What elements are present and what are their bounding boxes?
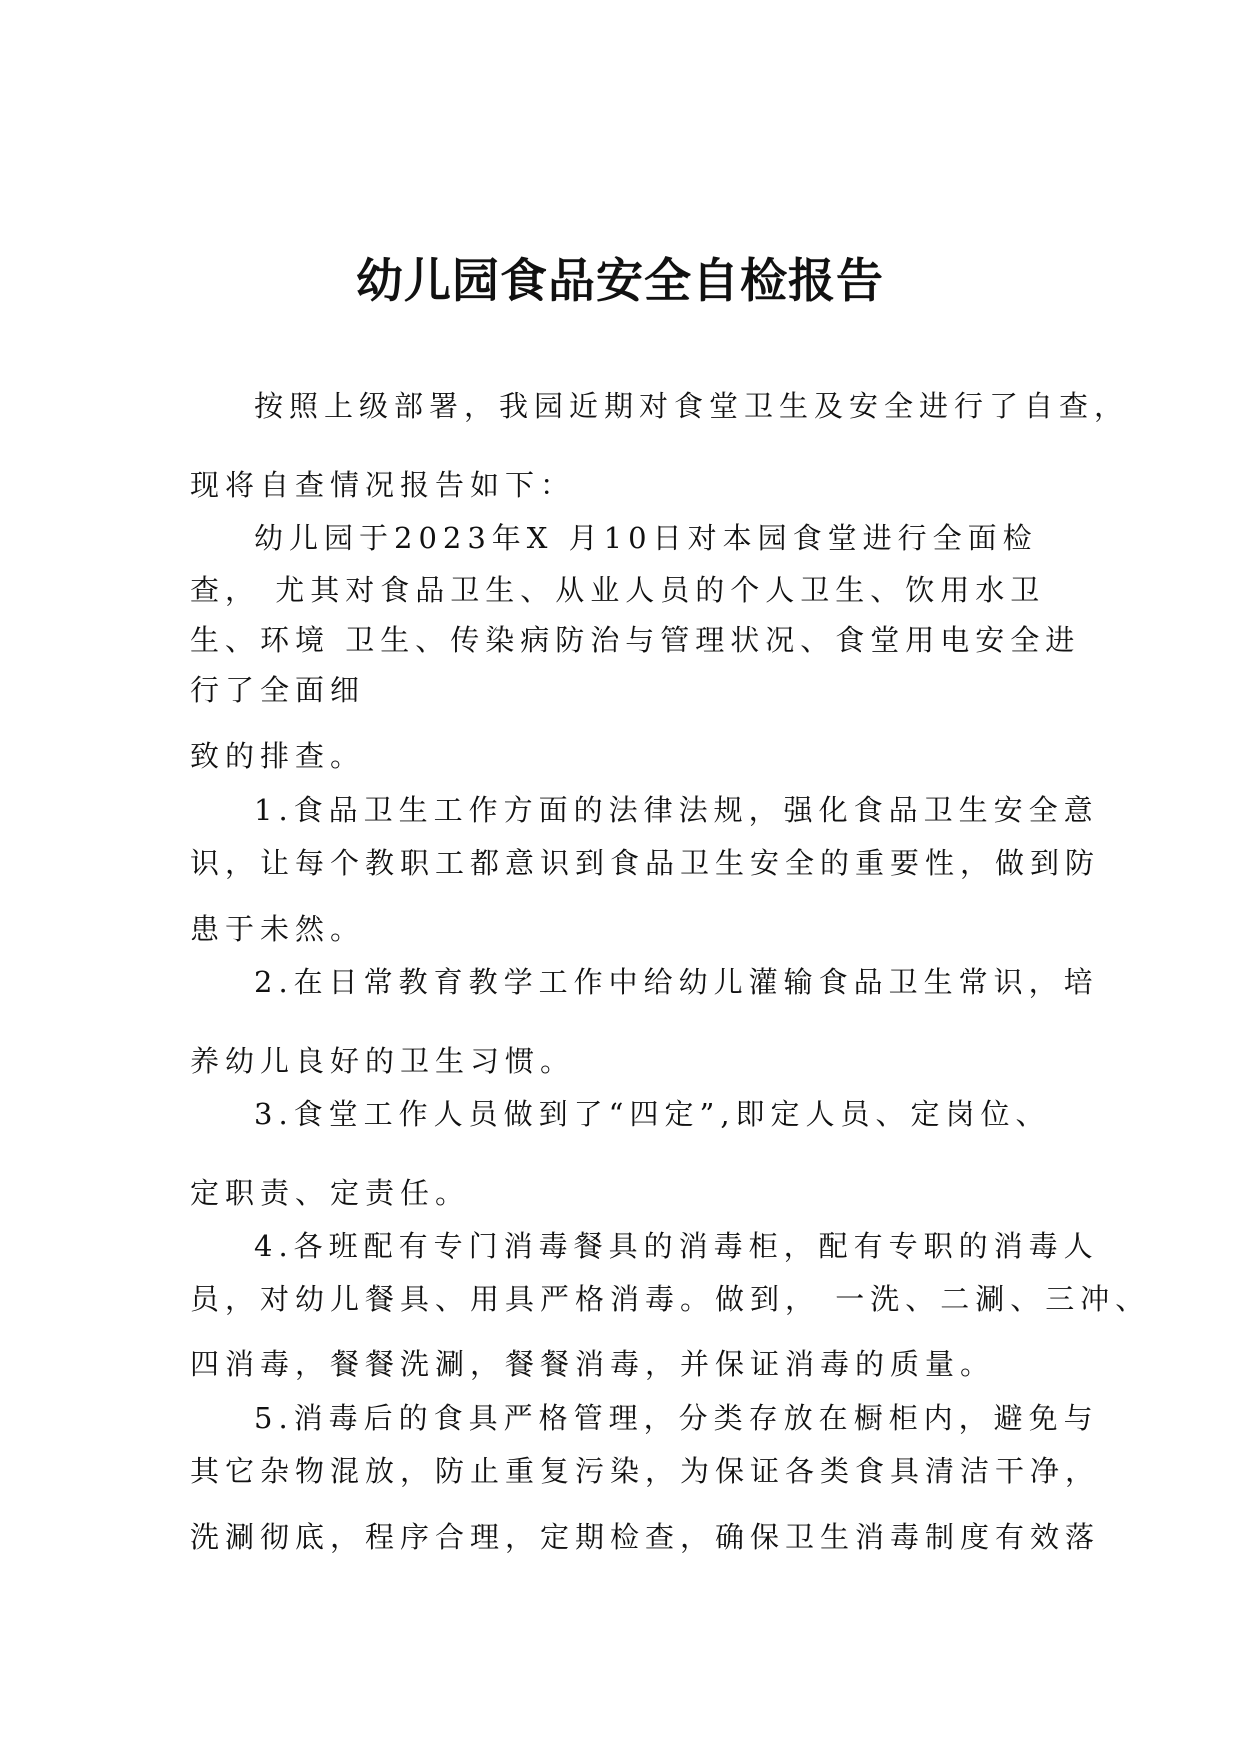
body-line-17: 四消毒，餐餐洗涮，餐餐消毒，并保证消毒的质量。 — [190, 1347, 996, 1381]
body-line-19: 其它杂物混放，防止重复污染，为保证各类食具清洁干净， — [190, 1454, 1101, 1488]
body-line-8: 1.食品卫生工作方面的法律法规，强化食品卫生安全意 — [254, 793, 1099, 827]
body-line-3: 幼儿园于2023年X 月10日对本园食堂进行全面检 — [254, 521, 1038, 555]
body-line-7: 致的排查。 — [190, 739, 366, 773]
body-line-10: 患于未然。 — [190, 912, 366, 946]
body-line-4: 查， 尤其对食品卫生、从业人员的个人卫生、饮用水卫 — [190, 573, 1046, 607]
body-line-16: 员，对幼儿餐具、用具严格消毒。做到， 一洗、二涮、三冲、 — [190, 1282, 1151, 1316]
body-line-9: 识，让每个教职工都意识到食品卫生安全的重要性，做到防 — [190, 846, 1101, 880]
body-line-15: 4.各班配有专门消毒餐具的消毒柜，配有专职的消毒人 — [254, 1229, 1099, 1263]
body-line-12: 养幼儿良好的卫生习惯。 — [190, 1044, 576, 1078]
body-line-20: 洗涮彻底，程序合理，定期检查，确保卫生消毒制度有效落 — [190, 1520, 1101, 1554]
body-line-5: 生、环境 卫生、传染病防治与管理状况、食堂用电安全进 — [190, 623, 1081, 657]
body-line-1: 按照上级部署，我园近期对食堂卫生及安全进行了自查， — [254, 389, 1130, 423]
body-line-13: 3.食堂工作人员做到了“四定”,即定人员、定岗位、 — [254, 1097, 1051, 1131]
body-line-14: 定职责、定责任。 — [190, 1176, 471, 1210]
body-line-6: 行了全面细 — [190, 673, 366, 707]
body-line-2: 现将自查情况报告如下： — [190, 468, 576, 502]
document-title: 幼儿园食品安全自检报告 — [356, 254, 884, 309]
body-line-11: 2.在日常教育教学工作中给幼儿灌输食品卫生常识，培 — [254, 965, 1099, 999]
body-line-18: 5.消毒后的食具严格管理，分类存放在橱柜内，避免与 — [254, 1401, 1099, 1435]
